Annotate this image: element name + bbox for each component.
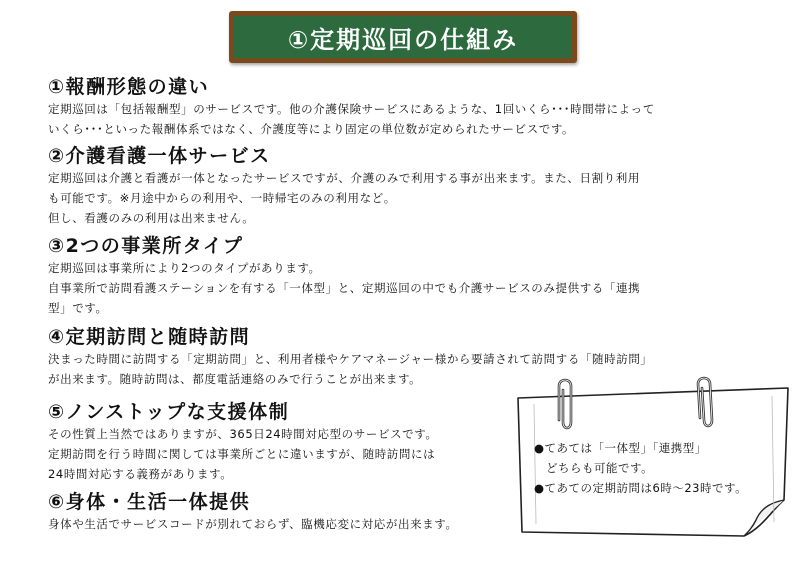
section-body <box>48 258 778 318</box>
note-line: どちらも可能です。 <box>534 461 654 475</box>
section-office-types <box>48 234 778 318</box>
section-care-nursing <box>48 144 778 228</box>
section-body <box>48 168 778 228</box>
section-heading: ②介護看護一体サービス <box>48 145 271 167</box>
body-line: 自事業所で訪問看護ステーションを有する「一体型」と、定期巡回の中でも介護サービスのみ提供する「連携 <box>48 281 641 295</box>
body-line: も可能です。※月途中からの利用や、一時帰宅のみの利用など。 <box>48 191 396 205</box>
body-line: 24時間対応する義務があります。 <box>48 467 233 481</box>
body-line: 定期巡回は介護と看護が一体となったサービスですが、介護のみで利用する事が出来ます。また、日割り利用 <box>48 171 640 185</box>
section-heading: ③2つの事業所タイプ <box>48 235 244 257</box>
section-heading: ①報酬形態の違い <box>48 76 210 98</box>
note-line: ●てあては「一体型」「連携型」 <box>534 441 707 455</box>
page-title: ①定期巡回の仕組み <box>287 25 519 54</box>
section-heading: ⑤ノンストップな支援体制 <box>48 401 290 423</box>
body-line: 決まった時間に訪問する「定期訪問」と、利用者様やケアマネージャー様から要請されて訪問する「随時訪問」 <box>48 352 653 366</box>
body-line: 型」です。 <box>48 301 108 315</box>
section-heading: ⑥身体・生活一体提供 <box>48 491 251 513</box>
body-line: その性質上当然ではありますが、365日24時間対応型のサービスです。 <box>48 427 438 441</box>
body-line: 定期巡回は「包括報酬型」のサービスです。他の介護保険サービスにあるような、1回いくら･･･時間帯によって <box>48 102 655 116</box>
body-line: 但し、看護のみの利用は出来ません。 <box>48 211 255 225</box>
clipped-note <box>512 372 794 542</box>
section-body <box>48 99 778 139</box>
section-remuneration <box>48 75 778 139</box>
note-text <box>534 438 794 498</box>
section-heading: ④定期訪問と随時訪問 <box>48 326 251 348</box>
page-title-banner <box>229 11 577 63</box>
body-line: いくら･･･といった報酬体系ではなく、介護度等により固定の単位数が定められたサービスです。 <box>48 122 575 136</box>
body-line: 定期訪問を行う時間に関しては事業所ごとに違いますが、随時訪問には <box>48 447 436 461</box>
body-line: 身体や生活でサービスコードが別れておらず、臨機応変に対応が出来ます。 <box>48 517 458 531</box>
note-line: ●てあての定期訪問は6時～23時です。 <box>534 481 748 495</box>
body-line: が出来ます。随時訪問は、都度電話連絡のみで行うことが出来ます。 <box>48 372 422 386</box>
body-line: 定期巡回は事業所により2つのタイプがあります。 <box>48 261 321 275</box>
